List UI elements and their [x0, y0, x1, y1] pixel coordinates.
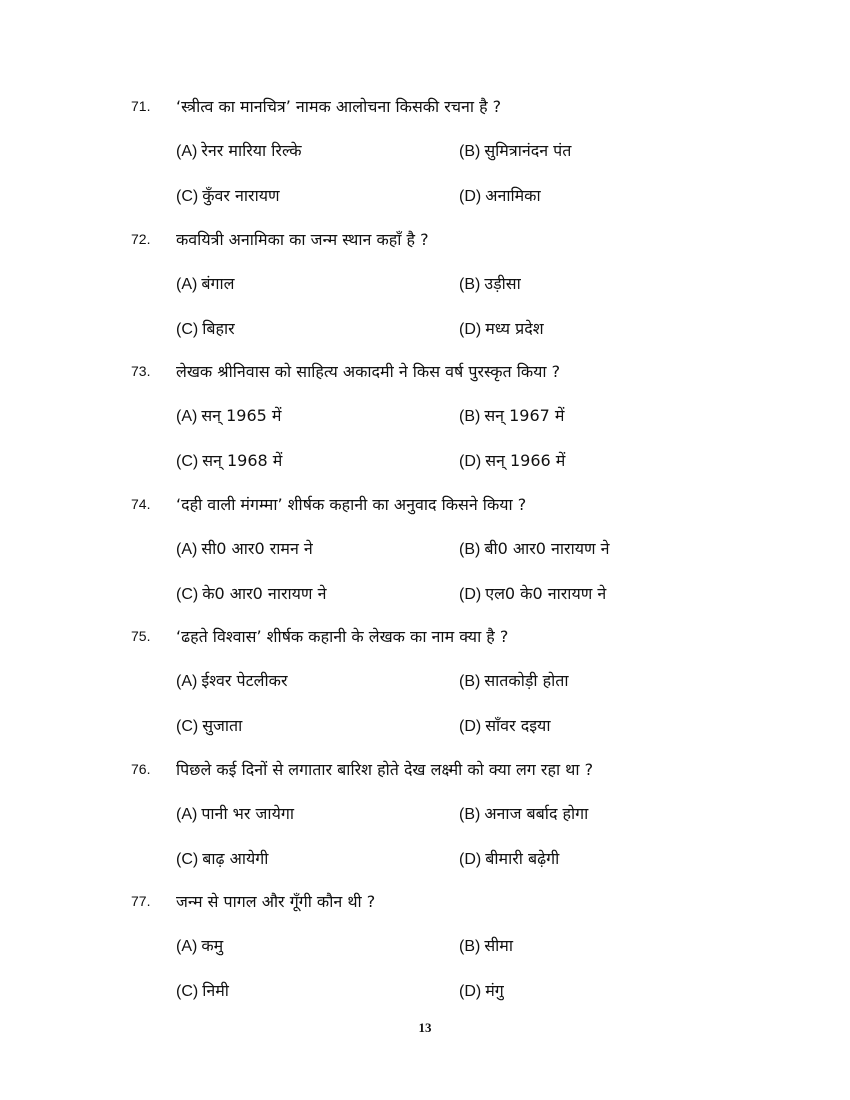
option-text: अनामिका [485, 186, 541, 205]
option-c [176, 847, 268, 869]
option-label: (A) [176, 805, 198, 823]
option-c [176, 449, 282, 471]
option-d [459, 449, 565, 471]
option-text: सुजाता [202, 716, 243, 735]
option-b [459, 537, 610, 559]
option-text: उड़ीसा [484, 273, 521, 293]
option-label: (D) [459, 453, 482, 470]
option-text: अनाज बर्बाद होगा [484, 803, 589, 823]
option-label: (B) [459, 938, 481, 955]
option-label: (C) [176, 850, 199, 868]
option-label: (A) [176, 673, 198, 690]
option-label: (B) [459, 673, 481, 690]
option-b [459, 139, 571, 161]
option-a [176, 669, 288, 691]
option-text: सीमा [484, 936, 514, 955]
option-c [176, 184, 280, 206]
option-text: कुँवर नारायण [202, 186, 280, 205]
option-label: (C) [176, 585, 199, 603]
option-text: बाढ़ आयेगी [202, 848, 269, 868]
option-a [176, 934, 223, 956]
option-a [176, 404, 281, 426]
option-text: सी0 आर0 रामन ने [201, 538, 313, 558]
page-number: 13 [418, 1020, 432, 1035]
question-number: 77. [131, 893, 151, 909]
option-label: (D) [459, 983, 482, 1000]
option-a [176, 802, 294, 824]
question-text: ‘दही वाली मंगम्मा’ शीर्षक कहानी का अनुवाद किसने किया ? [176, 494, 527, 514]
option-text: सुमित्रानंदन पंत [484, 141, 572, 160]
option-text: साँवर दइया [485, 716, 551, 735]
option-c [176, 317, 235, 339]
option-text: बंगाल [201, 273, 235, 293]
option-label: (B) [459, 408, 481, 425]
option-b [459, 934, 513, 956]
option-text: पानी भर जायेगा [201, 803, 294, 823]
option-label: (C) [176, 188, 199, 205]
option-label: (B) [459, 275, 481, 293]
option-d [459, 317, 544, 339]
option-a [176, 272, 234, 294]
option-text: मंगु [485, 981, 504, 1000]
option-label: (C) [176, 983, 199, 1000]
option-b [459, 404, 564, 426]
option-d [459, 847, 559, 869]
option-label: (C) [176, 453, 199, 470]
question-text: जन्म से पागल और गूँगी कौन थी ? [176, 892, 376, 911]
option-text: ईश्वर पेटलीकर [201, 671, 288, 690]
option-text: निमी [202, 981, 229, 1000]
option-text: सातकोड़ी होता [484, 671, 569, 690]
option-text: बिहार [202, 318, 235, 338]
question-text: लेखक श्रीनिवास को साहित्य अकादमी ने किस वर्ष पुरस्कृत किया ? [176, 362, 561, 381]
question-number: 71. [131, 98, 151, 114]
option-text: कमु [201, 936, 224, 955]
option-text: बी0 आर0 नारायण ने [484, 538, 610, 558]
option-text: सन् 1967 में [484, 406, 565, 425]
option-text: बीमारी बढ़ेगी [485, 848, 560, 868]
option-b [459, 802, 588, 824]
option-a [176, 139, 301, 161]
option-b [459, 272, 521, 294]
option-label: (C) [176, 320, 199, 338]
question-number: 75. [131, 628, 151, 644]
option-c [176, 714, 242, 736]
option-label: (B) [459, 143, 481, 160]
option-b [459, 669, 569, 691]
option-text: मध्य प्रदेश [485, 318, 544, 338]
option-label: (B) [459, 805, 481, 823]
question-number: 76. [131, 760, 151, 777]
option-text: एल0 के0 नारायण ने [485, 583, 607, 603]
option-label: (C) [176, 718, 199, 735]
question-number: 73. [131, 363, 151, 379]
option-label: (B) [459, 540, 481, 558]
option-label: (D) [459, 585, 482, 603]
option-text: रेनर मारिया रिल्के [201, 141, 302, 160]
option-label: (A) [176, 143, 198, 160]
option-d [459, 582, 606, 604]
option-c [176, 979, 229, 1001]
option-d [459, 184, 541, 206]
option-label: (D) [459, 320, 482, 338]
question-text: ‘स्त्रीत्व का मानचित्र’ नामक आलोचना किसकी रचना है ? [176, 97, 502, 116]
option-text: सन् 1968 में [202, 451, 283, 470]
option-a [176, 537, 313, 559]
option-label: (A) [176, 408, 198, 425]
option-text: सन् 1965 में [201, 406, 282, 425]
option-d [459, 979, 504, 1001]
question-number: 74. [131, 495, 151, 512]
option-label: (D) [459, 188, 482, 205]
option-c [176, 582, 326, 604]
question-text: पिछले कई दिनों से लगातार बारिश होते देख लक्ष्मी को क्या लग रहा था ? [176, 759, 594, 779]
option-label: (D) [459, 718, 482, 735]
option-text: सन् 1966 में [485, 451, 566, 470]
option-label: (A) [176, 275, 198, 293]
option-label: (A) [176, 540, 198, 558]
option-d [459, 714, 550, 736]
option-label: (D) [459, 850, 482, 868]
question-text: कवयित्री अनामिका का जन्म स्थान कहाँ है ? [176, 229, 429, 249]
question-number: 72. [131, 230, 151, 247]
question-text: ‘ढहते विश्वास’ शीर्षक कहानी के लेखक का नाम क्या है ? [176, 627, 509, 646]
option-label: (A) [176, 938, 198, 955]
option-text: के0 आर0 नारायण ने [202, 583, 327, 603]
